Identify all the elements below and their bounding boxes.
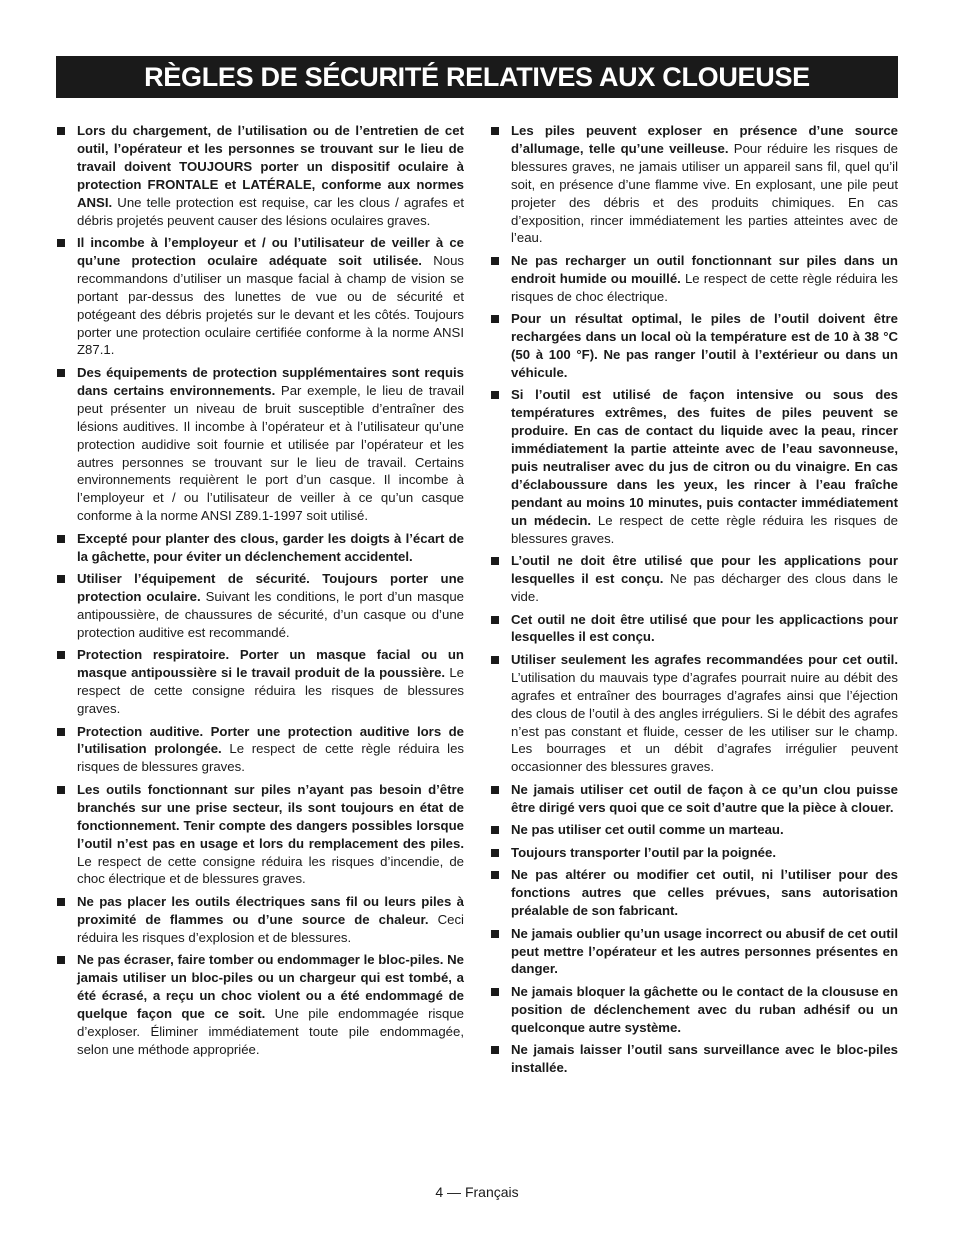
square-bullet-icon: [57, 127, 65, 135]
square-bullet-icon: [57, 956, 65, 964]
square-bullet-icon: [57, 239, 65, 247]
square-bullet-icon: [491, 257, 499, 265]
rule-bold-text: L’outil ne doit être utilisé que pour les applications pour lesquelles il est conçu.: [511, 553, 898, 587]
square-bullet-icon: [491, 127, 499, 135]
safety-rule-item: [490, 821, 898, 839]
square-bullet-icon: [491, 826, 499, 834]
safety-rule-item: [56, 122, 464, 229]
rule-bold-text: Utiliser l’équipement de sécurité. Toujours porter une protection oculaire.: [77, 571, 464, 605]
rule-bold-text: Ne pas recharger un outil fonctionnant sur piles dans un endroit humide ou mouillé.: [511, 252, 898, 286]
safety-rule-item: [490, 552, 898, 606]
square-bullet-icon: [491, 1046, 499, 1054]
safety-rule-item: [56, 646, 464, 718]
rule-bold-text: Protection respiratoire. Porter un masque facial ou un masque antipoussière si le travail produit de la poussière.: [77, 647, 464, 681]
safety-rule-item: [490, 651, 898, 776]
safety-rule-item: [56, 570, 464, 642]
safety-rule-item: [490, 386, 898, 547]
safety-rule-item: [490, 252, 898, 306]
safety-rule-item: [490, 781, 898, 817]
rule-bold-text: Si l’outil est utilisé de façon intensive ou sous des températures extrêmes, des fuites de piles peuvent se produire. En cas de contact du liquide avec la peau, rincer immédiatement la partie atteinte avec de l’eau savonneuse, puis neutraliser avec du jus de citron ou du vinaigre. En cas d’éclaboussure dans les yeux, les rincer à l’eau fraîche pendant au moins 10 minutes, puis contacter immédiatement un médecin.: [511, 387, 898, 528]
safety-rule-item: [490, 611, 898, 647]
rule-bold-text: Ne jamais oublier qu’un usage incorrect ou abusif de cet outil peut mettre l’opérateur et les autres personnes présentes en danger.: [511, 925, 898, 977]
safety-rule-item: [56, 893, 464, 947]
rule-bold-text: Des équipements de protection supplémentaires sont requis dans certains environnements.: [77, 364, 464, 398]
rule-bold-text: Les piles peuvent exploser en présence d’une source d’allumage, telle qu’une veilleuse.: [511, 123, 898, 156]
rule-body-text: Le respect de cette consigne réduira les risques d’incendie, de choc électrique et de blessures graves.: [77, 853, 464, 887]
safety-rule-item: [56, 951, 464, 1058]
safety-rule-item: [490, 983, 898, 1037]
square-bullet-icon: [491, 786, 499, 794]
rule-bold-text: Les outils fonctionnant sur piles n’ayant pas besoin d’être branchés sur une prise secteur, ils sont toujours en état de fonctionnement. Tenir compte des dangers possibles lorsque l’outil n’est pas en usage et lors du remplacement des piles.: [77, 781, 464, 851]
safety-rule-item: [56, 364, 464, 525]
square-bullet-icon: [491, 315, 499, 323]
rule-bold-text: Ne jamais laisser l’outil sans surveillance avec le bloc-piles installée.: [511, 1042, 898, 1076]
safety-rule-item: [490, 925, 898, 979]
safety-rule-item: [490, 866, 898, 920]
square-bullet-icon: [491, 849, 499, 857]
rule-body-text: Le respect de cette consigne réduira les risques de blessures graves.: [77, 665, 464, 717]
left-column: [56, 122, 464, 1063]
safety-rule-item: [56, 781, 464, 888]
safety-rule-item: [56, 723, 464, 777]
rule-bold-text: Toujours transporter l’outil par la poignée.: [511, 844, 776, 860]
rule-body-text: Nous recommandons d’utiliser un masque facial à champ de vision se portant par-dessus des lunettes de vue ou de sécurité et potégeant des débris projetés sur le devant et les côtés. Toujours porter une protection oculaire certifiée conforme à la norme ANSI Z87.1.: [77, 252, 465, 358]
safety-rule-item: [490, 1041, 898, 1077]
square-bullet-icon: [491, 616, 499, 624]
square-bullet-icon: [491, 871, 499, 879]
square-bullet-icon: [491, 391, 499, 399]
rule-body-text: L’utilisation du mauvais type d’agrafes pourrait nuire au débit des agrafes et entraîner des bourrages d’agrafes ainsi que l’éjection des clous de l’outil à des angles irréguliers. Si le débit des agrafes n’est pas constant et fluide, cesser de les utiliser sur le champ. Les bourrages et un débit d’agrafes irrégulier peuvent occasionner des blessures graves.: [511, 669, 898, 775]
rule-body-text: Pour réduire les risques de blessures graves, ne jamais utiliser un appareil sans fil, quel qu’il soit, en présence d’une flamme vive. En explosant, une pile peut projeter des débris et des produits chimiques. En cas d’exposition, rincer immédiatement les parties atteintes avec de l’eau.: [511, 140, 898, 246]
title-bar: [56, 56, 898, 98]
square-bullet-icon: [57, 898, 65, 906]
rule-bold-text: Il incombe à l’employeur et / ou l’utilisateur de veiller à ce qu’une protection oculaire adéquate soit utilisée.: [77, 235, 464, 268]
rule-body-text: Le respect de cette règle réduira les risques de blessures graves.: [77, 741, 465, 775]
right-column: [490, 122, 898, 1082]
rule-body-text: Le respect de cette règle réduira les risques de blessures graves.: [511, 512, 898, 546]
square-bullet-icon: [491, 988, 499, 996]
rule-bold-text: Ne jamais bloquer la gâchette ou le contact de la cloususe en position de déclenchement avec du ruban adhésif ou un quelconque autre système.: [511, 983, 898, 1035]
rule-body-text: Une pile endommagée risque d’exploser. Éliminer immédiatement toute pile endommagée, selon une méthode appropriée.: [77, 1005, 464, 1057]
rule-body-text: Suivant les conditions, le port d’un masque antipoussière, de chaussures de sécurité, d’un casque ou d’une protection auditive est recommandé.: [77, 589, 464, 640]
square-bullet-icon: [491, 930, 499, 938]
rule-bold-text: Excepté pour planter des clous, garder les doigts à l’écart de la gâchette, pour éviter un déclenchement accidentel.: [77, 530, 464, 564]
square-bullet-icon: [491, 557, 499, 565]
safety-rule-item: [56, 234, 464, 359]
rule-body-text: Une telle protection est requise, car les clous / agrafes et débris projetés peuvent causer des lésions oculaires graves.: [77, 194, 464, 228]
rule-body-text: Ceci réduira les risques d’explosion et de blessures.: [77, 911, 464, 945]
page-footer: 4 — Français: [435, 1184, 519, 1200]
rule-bold-text: Ne pas altérer ou modifier cet outil, ni l’utiliser pour des fonctions autres que celles prévues, sans autorisation préalable de son fabricant.: [511, 867, 898, 919]
safety-rule-item: [490, 844, 898, 862]
square-bullet-icon: [57, 728, 65, 736]
page-title: RÈGLES DE SÉCURITÉ RELATIVES AUX CLOUEUSE: [144, 61, 810, 92]
square-bullet-icon: [57, 651, 65, 659]
rule-body-text: Par exemple, le lieu de travail peut présenter un niveau de bruit susceptible d’entraîner des lésions auditives. Il incombe à l’opérateur et à l’utilisateur qu’une protection audidive soit fournie et utilisée par l’opérateur et les autres personnes se trouvant sur le lieu de travail. Certains environnements requièrent le port d’un casque. Il incombe à l’employeur et / ou l’utilisateur de veiller à ce qu’un casque conforme à la norme ANSI Z89.1-1997 soit utilisé.: [77, 382, 464, 524]
rule-bold-text: Cet outil ne doit être utilisé que pour les applicactions pour lesquelles il est conçu.: [511, 611, 898, 645]
rule-bold-text: Pour un résultat optimal, le piles de l’outil doivent être rechargées dans un local où la température est de 10 à 38 °C (50 à 100 °F). Ne pas ranger l’outil à l’extérieur ou dans un véhicule.: [511, 311, 898, 380]
safety-rule-item: [56, 530, 464, 566]
square-bullet-icon: [57, 535, 65, 543]
rule-bold-text: Ne pas écraser, faire tomber ou endommager le bloc-piles. Ne jamais utiliser un bloc-piles ou un chargeur qui est tombé, a été écrasé, a reçu un choc violent ou a été endommagé de quelque façon que ce soit.: [77, 952, 464, 1021]
safety-rule-item: [490, 122, 898, 247]
rule-body-text: Le respect de cette règle réduira les risques de choc électrique.: [511, 270, 898, 304]
rule-bold-text: Ne pas utiliser cet outil comme un marteau.: [511, 822, 784, 838]
rule-bold-text: Protection auditive. Porter une protection auditive lors de l’utilisation prolongée.: [77, 723, 464, 757]
rule-bold-text: Ne pas placer les outils électriques sans fil ou leurs piles à proximité de flammes ou d’une source de chaleur.: [77, 893, 464, 927]
square-bullet-icon: [491, 656, 499, 664]
rule-bold-text: Utiliser seulement les agrafes recommandées pour cet outil.: [511, 651, 898, 667]
square-bullet-icon: [57, 575, 65, 583]
rule-body-text: Ne pas décharger des clous dans le vide.: [511, 571, 898, 605]
rule-bold-text: Lors du chargement, de l’utilisation ou de l’entretien de cet outil, l’opérateur et les personnes se trouvant sur le lieu de travail doivent TOUJOURS porter un dispositif oculaire à protection FRONTALE et LATÉRALE, conforme aux normes ANSI.: [77, 123, 464, 210]
square-bullet-icon: [57, 786, 65, 794]
safety-rule-item: [490, 310, 898, 382]
rule-bold-text: Ne jamais utiliser cet outil de façon à ce qu’un clou puisse être dirigé vers quoi que ce soit d’autre que la pièce à clouer.: [511, 781, 898, 815]
square-bullet-icon: [57, 369, 65, 377]
